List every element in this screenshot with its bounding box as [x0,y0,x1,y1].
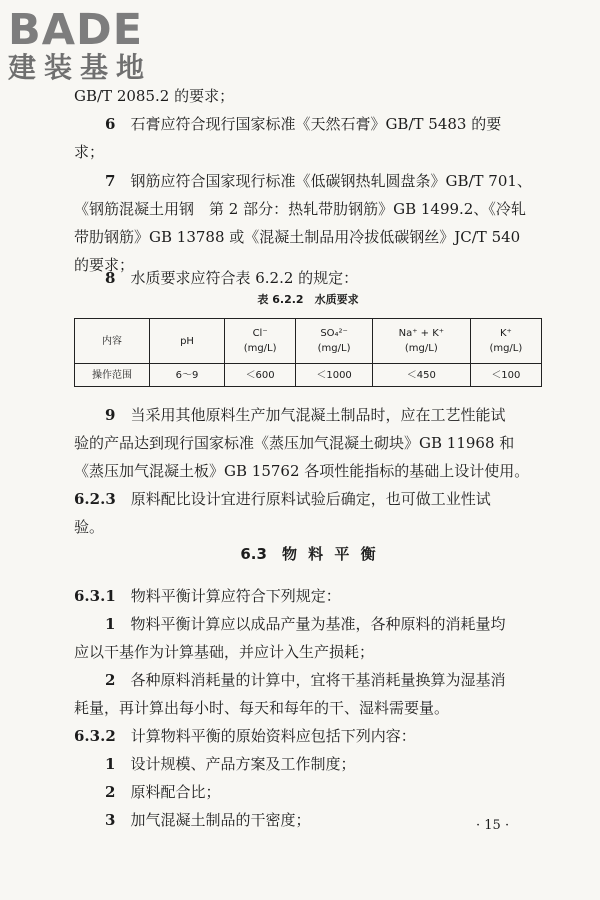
paragraph-text: 计算物料平衡的原始资料应包括下列内容： [130,727,416,745]
page-number: · 15 · [476,818,510,833]
clause-6-3-2-item-2 [74,778,542,807]
paragraph-text: 加气混凝土制品的干密度； [130,811,311,829]
item-7-line-3 [74,223,542,252]
table-caption: 表 6.2.2 水质要求 [257,293,359,306]
header-label: Cl⁻ [252,328,268,339]
item-number: 6 [105,115,116,133]
table-header-row [75,319,542,364]
item-9-line-3 [74,457,542,486]
table-cell: ＜450 [372,364,470,387]
item-7-line-2 [74,195,542,224]
paragraph-text: 物料平衡计算应符合下列规定： [130,587,341,605]
item-7-line-1 [74,167,542,196]
header-label: SO₄²⁻ [320,328,348,339]
paragraph-text: 应以干基作为计算基础，并应计入生产损耗； [74,643,375,661]
item-number: 2 [105,671,116,689]
paragraph-text: 物料平衡计算应以成品产量为基准，各种原料的消耗量均 [130,615,506,633]
clause-6-3-1 [74,582,542,611]
item-number: 8 [105,269,116,287]
header-unit: (mg/L) [489,343,523,354]
table-row [75,364,542,387]
item-9-line-1 [74,401,542,430]
table-cell: ＜1000 [296,364,373,387]
header-label: K⁺ [499,328,512,339]
clause-number: 6.3.1 [74,587,116,605]
header-cell-content [75,319,150,364]
section-heading-6-3 [74,544,542,564]
clause-6-2-3-line-1 [74,485,542,514]
header-cell-so4 [296,319,373,364]
header-cell-ph [150,319,225,364]
paragraph-text: 耗量，再计算出每小时、每天和每年的干、湿料需要量。 [74,699,450,717]
clause-number: 6.2.3 [74,490,116,508]
brand-logo [8,6,183,84]
clause-6-3-1-item-1-line-1 [74,610,542,639]
clause-6-3-2-item-3 [74,806,542,835]
item-8 [74,264,542,293]
paragraph-text: 原料配比设计宜进行原料试验后确定，也可做工业性试 [130,490,491,508]
paragraph-text: 《钢筋混凝土用钢 第 2 部分：热轧带肋钢筋》GB 1499.2、《冷轧 [74,200,526,218]
paragraph-text: 设计规模、产品方案及工作制度； [130,755,356,773]
header-unit: (mg/L) [243,343,277,354]
table-cell: ＜600 [225,364,296,387]
paragraph-text: 水质要求应符合表 6.2.2 的规定： [130,269,359,287]
table-cell: 操作范围 [75,364,150,387]
paragraph-text: 钢筋应符合国家现行标准《低碳钢热轧圆盘条》GB/T 701、 [130,172,532,190]
paragraph-text: 当采用其他原料生产加气混凝土制品时，应在工艺性能试 [130,406,506,424]
paragraph-text: 《蒸压加气混凝土板》GB 15762 各项性能指标的基础上设计使用。 [74,462,530,480]
clause-number: 6.3.2 [74,727,116,745]
header-cell-k [470,319,541,364]
section-title: 物 料 平 衡 [281,545,376,563]
paragraph-text: 原料配合比； [130,783,221,801]
clause-6-3-1-item-2-line-2 [74,694,542,723]
clause-6-2-3-line-2 [74,513,542,542]
paragraph-text: GB/T 2085.2 的要求； [74,87,235,105]
paragraph-text: 各种原料消耗量的计算中，宜将干基消耗量换算为湿基消 [130,671,506,689]
clause-6-3-1-item-1-line-2 [74,638,542,667]
header-label: Na⁺ + K⁺ [398,328,445,339]
header-unit: (mg/L) [317,343,351,354]
item-6-line-2 [74,138,542,167]
section-number: 6.3 [240,545,267,563]
paragraph-gb-t-2085 [74,82,542,111]
header-label: pH [180,335,194,347]
paragraph-text: 的要求； [74,256,135,274]
header-label: 内容 [102,335,122,347]
logo-sub-text: 建装基地 [8,51,153,84]
item-number: 1 [105,615,116,633]
paragraph-text: 验的产品达到现行国家标准《蒸压加气混凝土砌块》GB 11968 和 [74,434,515,452]
item-6-line-1 [74,110,542,139]
item-number: 1 [105,755,116,773]
header-cell-na-k [372,319,470,364]
paragraph-text: 验。 [74,518,105,536]
clause-6-3-1-item-2-line-1 [74,666,542,695]
paragraph-text: 石膏应符合现行国家标准《天然石膏》GB/T 5483 的要 [130,115,502,133]
table-cell: 6～9 [150,364,225,387]
paragraph-text: 带肋钢筋》GB 13788 或《混凝土制品用冷拔低碳钢丝》JC/T 540 [74,228,521,246]
header-cell-cl [225,319,296,364]
table-cell: ＜100 [470,364,541,387]
item-9-line-2 [74,429,542,458]
header-unit: (mg/L) [404,343,438,354]
water-quality-table [74,318,542,387]
item-number: 7 [105,172,116,190]
clause-6-3-2-item-1 [74,750,542,779]
clause-6-3-2 [74,722,542,751]
paragraph-text: 求； [74,143,105,161]
item-number: 9 [105,406,116,424]
item-number: 3 [105,811,116,829]
logo-brand-text: BADE [8,5,144,55]
item-number: 2 [105,783,116,801]
